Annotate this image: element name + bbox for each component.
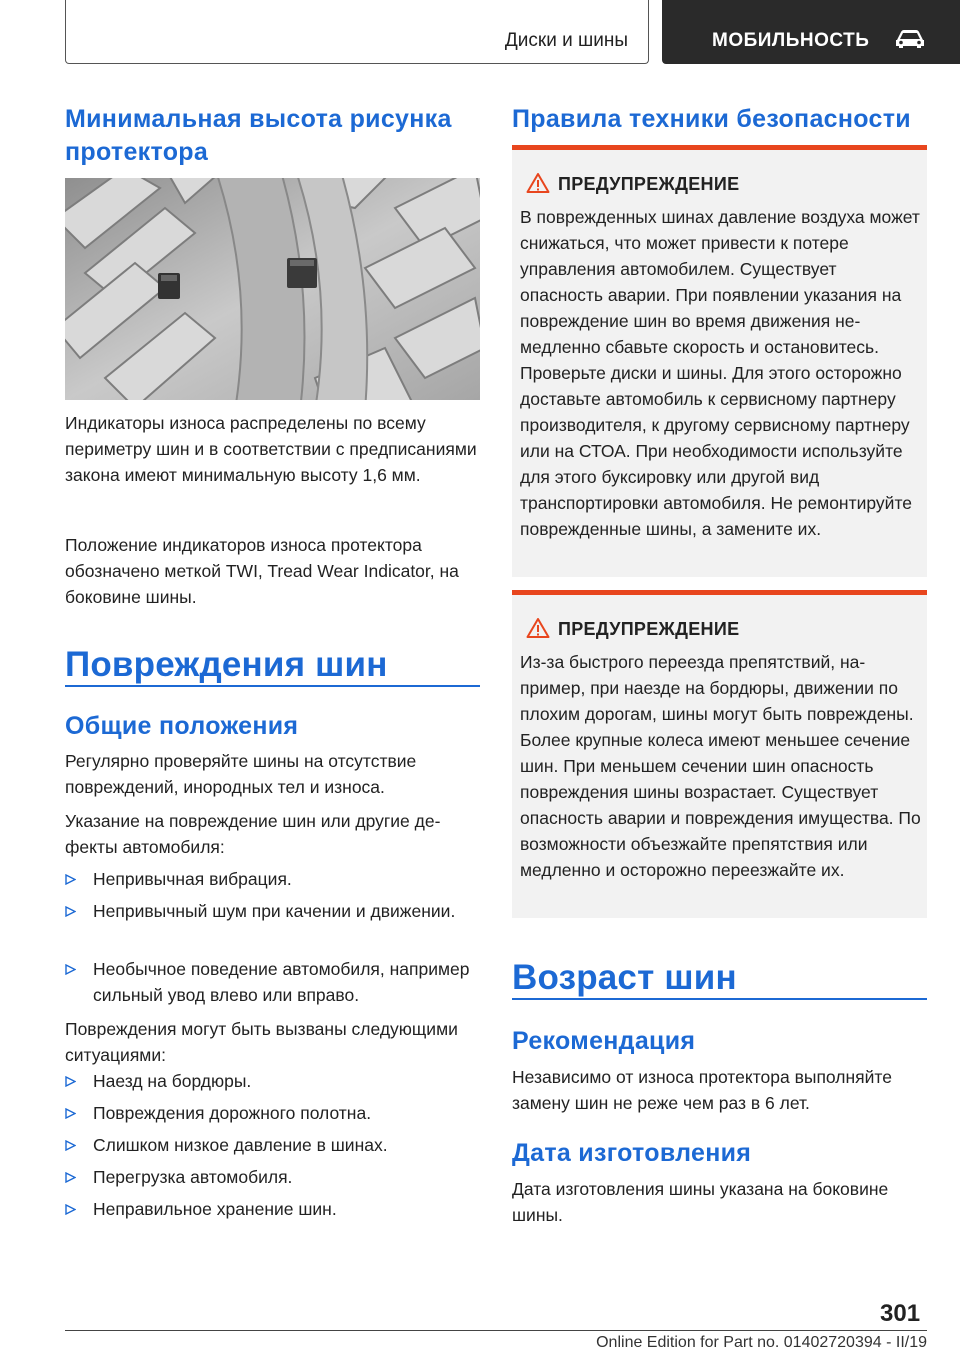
causes-intro: Повреждения могут быть вызваны следующими ситуациями: (65, 1019, 458, 1065)
tire-damage-heading: Повреждения шин (65, 645, 388, 684)
warning-text: В поврежденных шинах давление воздуха может снижаться, что может привести к потере управления автомобилем. Существует опасность аварии. При появлении указания на повреждение шин во время движения немедленно сбавьте скорость и остановитесь. Проверьте диски и шины. Для этого осторожно доставьте автомобиль к сервисному партнеру производителя, к другому сервисному партнеру или на СТОА. При необходимости используйте для этого буксировку или другой вид транспортировки автомобиля. Не ремонтируйте поврежденные шины, а замените их. (520, 207, 920, 539)
car-icon (894, 28, 926, 50)
header-section-box (65, 0, 649, 64)
triangle-bullet-icon (65, 964, 76, 975)
list-item-text: Наезд на бордюры. (93, 1071, 252, 1091)
heading-rule (65, 685, 480, 687)
triangle-bullet-icon (65, 1108, 76, 1119)
triangle-bullet-icon (65, 1076, 76, 1087)
list-item (65, 1132, 480, 1158)
tread-paragraph-1: Индикаторы износа распределены по всему периметру шин и в соответствии с предписаниями закона имеют минимальную высоту 1,6 мм. (65, 413, 477, 485)
warning-title: ПРЕДУПРЕЖДЕНИЕ (558, 174, 740, 194)
page-number: 301 (880, 1300, 921, 1327)
list-item-text: Непривычная вибрация. (93, 869, 292, 889)
safety-heading: Правила техники безопасности (512, 105, 911, 133)
tread-depth-heading: Минимальная высота рисунка протектора (65, 105, 452, 166)
list-item-text: Необычное поведение автомобиля, например сильный увод влево или вправо. (93, 959, 470, 1005)
header-chapter-label: МОБИЛЬНОСТЬ (712, 30, 870, 51)
tire-tread-image (65, 178, 480, 400)
general-paragraph-1: Регулярно проверяйте шины на отсутствие повреждений, инородных тел и износа. (65, 751, 417, 797)
header-chapter-tab[interactable] (662, 0, 960, 64)
list-item-text: Перегрузка автомобиля. (93, 1167, 293, 1187)
manufacture-date-heading: Дата изготовления (512, 1139, 752, 1167)
list-item-text: Слишком низкое давление в шинах. (93, 1135, 388, 1155)
list-item (65, 1100, 480, 1126)
list-item (65, 898, 480, 924)
warning-triangle-icon (526, 617, 550, 639)
heading-rule (512, 998, 927, 1000)
list-item (65, 1196, 480, 1222)
list-item-text: Повреждения дорожного полотна. (93, 1103, 372, 1123)
recommendation-heading: Рекомендация (512, 1027, 696, 1055)
warning-box (512, 145, 927, 577)
list-item (65, 1164, 480, 1190)
warning-box (512, 590, 927, 918)
recommendation-text: Независимо от износа протектора выполняйте замену шин не реже чем раз в 6 лет. (512, 1067, 892, 1113)
triangle-bullet-icon (65, 1204, 76, 1215)
tire-tread-illustration (65, 178, 480, 400)
footer-edition: Online Edition for Part no. 01402720394 - II/19 (596, 1334, 927, 1351)
tread-paragraph-2: Положение индикаторов износа протектора обозначено меткой TWI, Tread Wear Indicator, на боковине шины. (65, 535, 459, 607)
warning-text: Из-за быстрого переезда препятствий, например, при наезде на бордюры, движении по плохим дорогам, шины могут быть повреждены. Более крупные колеса имеют меньшее сечение шин. При меньшем сечении шин опасность повреждения шины возрастает. Существует опасность аварии и повреждения имущества. По возможности объезжайте препятствия или медленно и осторожно переезжайте их. (520, 652, 921, 880)
list-item (65, 866, 480, 892)
list-item (65, 956, 480, 1008)
triangle-bullet-icon (65, 874, 76, 885)
list-item-text: Непривычный шум при качении и движении. (93, 901, 456, 921)
header-section-title: Диски и шины (504, 30, 628, 51)
triangle-bullet-icon (65, 1172, 76, 1183)
footer-rule (65, 1330, 927, 1331)
general-paragraph-2: Указание на повреждение шин или другие дефекты автомобиля: (65, 811, 441, 857)
tire-age-heading: Возраст шин (512, 958, 737, 997)
manufacture-date-text: Дата изготовления шины указана на боковине шины. (512, 1179, 889, 1225)
warning-title: ПРЕДУПРЕЖДЕНИЕ (558, 619, 740, 639)
triangle-bullet-icon (65, 1140, 76, 1151)
list-item-text: Неправильное хранение шин. (93, 1199, 337, 1219)
list-item (65, 1068, 480, 1094)
triangle-bullet-icon (65, 906, 76, 917)
general-heading: Общие положения (65, 712, 299, 740)
warning-triangle-icon (526, 172, 550, 194)
